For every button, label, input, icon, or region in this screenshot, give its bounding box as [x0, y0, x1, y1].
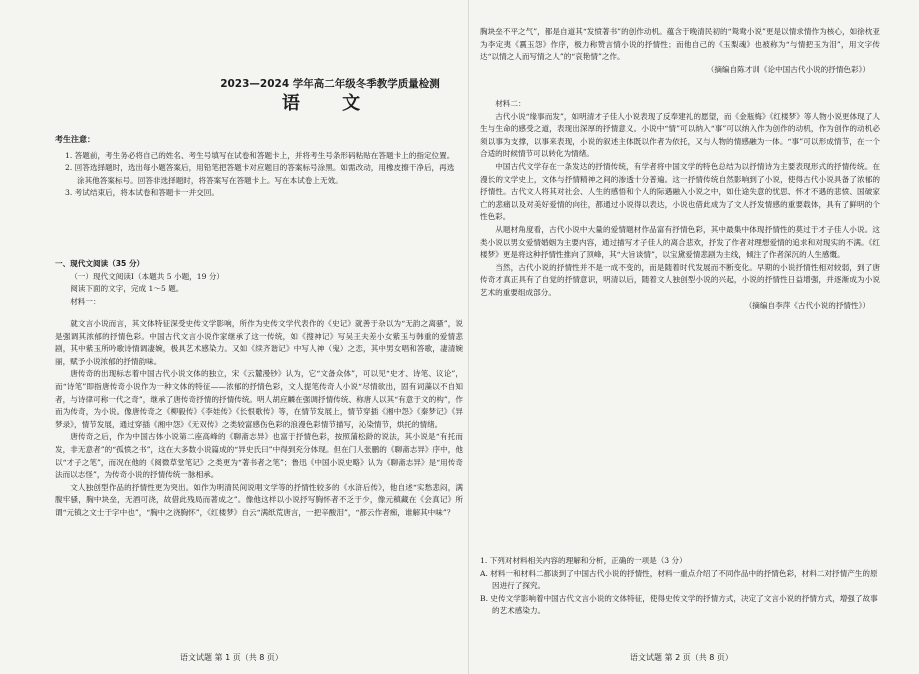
material1-continued: [480, 26, 880, 76]
left-page: [55, 0, 463, 674]
paragraph: 古代小说“缘事而发”，如明清才子佳人小说表现了反奉建礼的愿望，而《金瓶梅》《红楼梦》等人物小说更体现了人生与生命的感受之道，表现出深厚的抒情意义。小说中“情”可以纳入“事”可以纳入作为创作的动机，作为创作的动机必须以事为支撑，以事来表现，小说的叙述主体既以作者为依托，又与人物的情感融为一体。“事”可以形成情节，在一个合适的时候情节可以转化为情绪。: [480, 111, 880, 159]
page-fold-divider: [468, 0, 469, 674]
question-option: B. 史传文学影响着中国古代文言小说的文体特征，使得史传文学的抒情方式，决定了文言小说的抒情方式，增强了故事的艺术感染力。: [480, 593, 878, 616]
section-heading: 一、现代文阅读（35 分）: [55, 259, 145, 268]
page-footer-left: 语文试题 第 1 页（共 8 页）: [180, 653, 283, 662]
page-footer-right: 语文试题 第 2 页（共 8 页）: [630, 653, 733, 662]
paragraph: 从题材角度看，古代小说中大量的爱情题材作品富有抒情色彩，其中最集中体现抒情性的莫过于才子佳人小说。这类小说以男女爱情婚姻为主要内容，通过描写才子佳人的离合悲欢，抒发了作者对理想爱情的追求和对现实的不满。《红楼梦》更是将这种抒情性推向了顶峰，其“大旨谈情”，以宝黛爱情悲剧为主线，倾注了作者深沉的人生感慨。: [480, 224, 880, 260]
notice-list: [65, 150, 460, 200]
paragraph: 唐传奇的出现标志着中国古代小说文体的独立，宋《云麓漫钞》认为，它“文备众体”，可以见“史才、诗笔、议论”，而“诗笔”即指唐传奇小说作为一种文体的特征——浓郁的抒情色彩，文人提笔传奇人小说“尽情欲出，固有词藻以不自知者，与诗律可称一代之奇”，继承了唐传奇抒情的抒情传统。明人胡应麟在强调抒情传统、称唐人以其“有意于文的构”，作而为传奇，为小说。像唐传奇之《柳毅传》《李娃传》《长恨歌传》等，在情节发展上，情节穿插《湘中怨》《秦梦记》《异梦录》，情节发展，通过穿插《湘中怨》《无双传》之类较富感伤色彩的浪漫色彩情节描写，沁染情节，烘托的情绪。: [55, 369, 463, 429]
exam-year-title: 2023—2024 学年高二年级冬季教学质量检测: [220, 78, 440, 90]
paragraph: 中国古代文学存在一条发达的抒情传统，有学者将中国文学的特色总结为以抒情诗为主要表现形式的抒情传统。在漫长的文学史上，文体与抒情精神之间的渗透十分普遍。这一抒情传统自然影响到了小说，使得古代小说具备了浓郁的抒情性。古代文人将其对社会、人生的感悟和个人的际遇融入小说之中，如仕途失意的忧思、怀才不遇的悲愤、国破家亡的悲痛以及对美好爱情的向往，都通过小说得以表达，小说也借此成为了文人抒发情感的重要载体，具有了鲜明的个性色彩。: [480, 161, 880, 222]
sub-section-heading: （一）现代文阅读Ⅰ（本题共 5 小题，19 分）: [70, 271, 225, 281]
notice-item: 1. 答题前，考生务必将自己的姓名、考生号填写在试卷和答题卡上，并将考生号条形码粘贴在答题卡上的指定位置。: [65, 151, 455, 160]
notice-item: 2. 回答选择题时，选出每小题答案后，用铅笔把答题卡对应题目的答案标号涂黑。如需改动，用橡皮擦干净后，再选涂其他答案标号。回答非选择题时，将答案写在答题卡上。写在本试卷上无效。: [65, 163, 455, 185]
question-option: A. 材料一和材料二都谈到了中国古代小说的抒情性，材料一重点介绍了不同作品中的抒情色彩，材料二对抒情产生的原因进行了探究。: [480, 568, 878, 591]
reading-instruction: 阅读下面的文字，完成 1～5 题。: [70, 284, 184, 294]
right-page: [480, 0, 880, 674]
paragraph: 唐传奇之后，作为中国古体小说第二座高峰的《聊斋志异》也富于抒情色彩，按照蒲松龄的说法，其小说是“有托而发，非无意者”的“孤愤之书”，这在大多数小说篇成的“异史氏曰”中得到充分体现。但在门人张鹏的《聊斋志异》序中，他以“才子之笔”，而况在他的《阅微草堂笔记》之类更为“著书者之笔”；鲁迅《中国小说史略》认为《聊斋志异》是“用传奇法而以志怪”，为传奇小说的抒情传统一脉相承。: [55, 432, 463, 480]
question-stem: 1. 下列对材料相关内容的理解和分析，正确的一项是（3 分）: [480, 556, 687, 565]
material2-source: （摘编自李萍《古代小说的抒情性》）: [744, 300, 870, 310]
material2-body: [480, 98, 880, 312]
paragraph: 文人独创型作品的抒情性更为突出。如作为明清民间说唱文学等的抒情性较多的《水浒后传》，他自述“实愁悲闷，满腹牢骚，胸中块垒，无酒可浇，故借此残局而著成之”。像他这样以小说抒写胸怀者不乏于少，像元稹藏在《会真记》所谓“元镇之文士于字中也”，“胸中之浇胸怀”，《红楼梦》自云“满纸荒唐言，一把辛酸泪”，“都云作者痴，谁解其中味”？: [55, 482, 463, 517]
material2-label: 材料二：: [495, 99, 526, 108]
exam-subject-title: 语 文: [281, 93, 379, 114]
material1-body: [55, 318, 463, 520]
paragraph: 当然，古代小说的抒情性并不是一成不变的，而是随着时代发展而不断变化。早期的小说抒情性相对较弱，到了唐传奇才真正具有了自觉的抒情意识，明清以后，随着文人独创型小说的兴起，小说的抒情性日益增强，并逐渐成为小说艺术的重要组成部分。: [480, 262, 880, 297]
question-1: [480, 555, 880, 618]
material1-label: 材料一：: [70, 296, 101, 306]
paragraph: 胸块垒不平之气”，都是自道其“发愤著书”的创作动机。蕴含于晚清民初的“鸳鸯小说”更是以情求情作为核心，如徐枕亚为李定夷《霣玉怨》作序，极力称赞言情小说的抒情性；而他自己的《玉梨魂》也被称为“与情把玉为泪”，用文字传达“以情之人而写情之人”的“哀艳情”之作。: [480, 27, 880, 62]
reading-section-header: [55, 258, 463, 308]
notice-item: 3. 考试结束后，将本试卷和答题卡一并交回。: [65, 188, 219, 198]
material1-source: （摘编自陈才训《论中国古代小说的抒情色彩》）: [706, 64, 870, 74]
notice-title: 考生注意：: [55, 135, 95, 144]
paragraph: 就文言小说而言，其文体特征深受史传文学影响，所作为史传文学代表作的《史记》就善于杂以为“无韵之离骚”，说是强调其浓郁的抒情色彩。中国古代文言小说作家继承了这一传统，如《搜神记》写吴王夫差小女紫玉与韩重的爱情悲剧，其中紫玉所吟歌诗情调凄婉，极具艺术感染力。又如《续齐谐记》中写人神（鬼）之恋，其中男女唱和答歌，凄清婉丽，赋予小说浓郁的抒情韵味。: [55, 319, 463, 366]
